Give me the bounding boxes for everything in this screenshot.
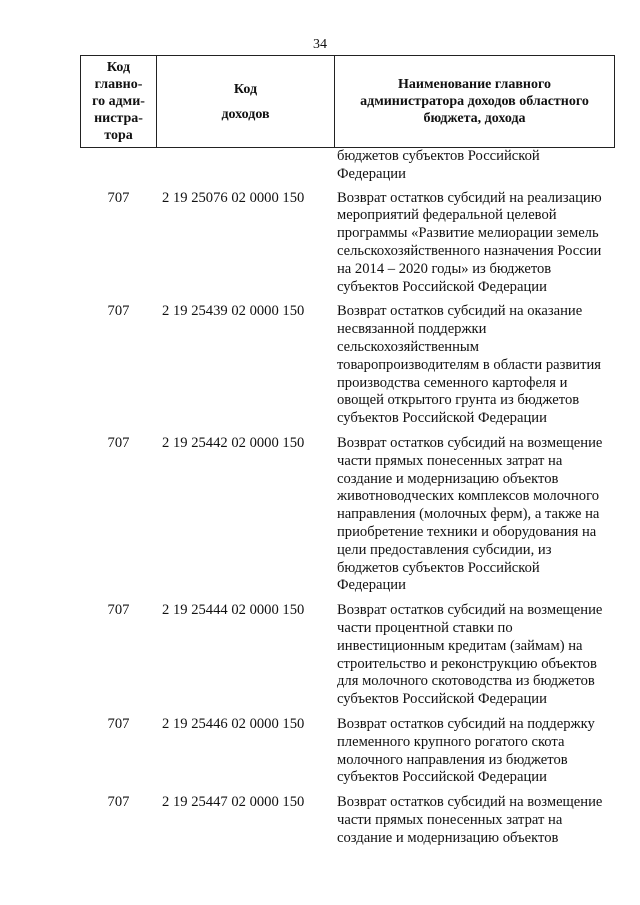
name-cell: [331, 716, 607, 787]
name-line: сельскохозяйственным: [337, 338, 479, 355]
table-row: [80, 602, 615, 709]
name-line: Возврат остатков субсидий на возмещение: [337, 434, 603, 451]
name-line: направления (молочных ферм), а также на: [337, 506, 600, 523]
name-line: бюджетов субъектов Российской: [337, 148, 540, 164]
name-line: Федерации: [337, 577, 406, 594]
income-code-cell: 2 19 25439 02 0000 150: [162, 303, 305, 320]
name-line: животноводческих комплексов молочного: [337, 488, 599, 505]
income-code-cell: 2 19 25076 02 0000 150: [162, 189, 305, 206]
header-admin-code: [81, 56, 157, 148]
name-line: субъектов Российской Федерации: [337, 691, 547, 708]
page-number: 34: [313, 37, 327, 52]
admin-code-cell: 707: [107, 794, 130, 811]
header-text-line: бюджета, дохода: [423, 111, 526, 126]
name-line: части прямых понесенных затрат на: [337, 452, 563, 469]
admin-code-cell: 707: [107, 434, 130, 451]
header-text-line: Код: [106, 60, 131, 75]
admin-code-cell: [80, 148, 157, 184]
table-row: [80, 190, 615, 297]
admin-code-cell: 707: [107, 189, 130, 206]
rows-container: [80, 190, 615, 848]
header-text-line: нистра-: [94, 111, 143, 126]
name-line: инвестиционным кредитам (займам) на: [337, 637, 583, 654]
table-header: [80, 55, 615, 148]
name-line: Возврат остатков субсидий на оказание: [337, 303, 583, 320]
header-text-line: главно-: [94, 77, 143, 92]
income-code-cell: 2 19 25444 02 0000 150: [162, 602, 305, 619]
name-line: субъектов Российской Федерации: [337, 410, 547, 427]
name-cell: [331, 435, 607, 595]
name-line: программы «Развитие мелиорации земель: [337, 225, 599, 242]
name-line: приобретение техники и оборудования на: [337, 523, 597, 540]
name-line: Возврат остатков субсидий на возмещение: [337, 794, 603, 811]
name-line: для молочного скотоводства из бюджетов: [337, 673, 595, 690]
name-line: несвязанной поддержки: [337, 321, 487, 338]
admin-code-cell: 707: [107, 715, 130, 732]
table-body: [80, 148, 615, 854]
name-line: Возврат остатков субсидий на поддержку: [337, 715, 595, 732]
name-line: сельскохозяйственного назначения России: [337, 242, 602, 259]
table-row: [80, 716, 615, 787]
name-line: Возврат остатков субсидий на возмещение: [337, 602, 603, 619]
name-line: производства семенного картофеля и: [337, 374, 568, 391]
income-code-cell: [157, 148, 331, 184]
table-row: [80, 435, 615, 595]
name-line: на 2014 – 2020 годы» из бюджетов: [337, 260, 552, 277]
name-line: цели предоставления субсидии, из: [337, 541, 552, 558]
name-cell: [331, 602, 607, 709]
table-row: [80, 794, 615, 847]
name-line: части прямых понесенных затрат на: [337, 811, 563, 828]
name-line: создание и модернизацию объектов: [337, 829, 559, 846]
name-line: Федерации: [337, 165, 406, 182]
name-line: товаропроизводителям в области развития: [337, 356, 601, 373]
header-admin-name: [335, 56, 615, 148]
admin-code-cell: 707: [107, 602, 130, 619]
name-line: строительство и реконструкцию объектов: [337, 655, 597, 672]
name-cell: [331, 148, 607, 184]
name-line: субъектов Российской Федерации: [337, 278, 547, 295]
name-line: овощей открытого грунта из бюджетов: [337, 392, 580, 409]
header-text-line: доходов: [221, 106, 270, 122]
name-line: бюджетов субъектов Российской: [337, 559, 540, 576]
name-line: Возврат остатков субсидий на реализацию: [337, 189, 602, 206]
name-cell: [331, 190, 607, 297]
name-line: племенного крупного рогатого скота: [337, 733, 565, 750]
name-line: молочного направления из бюджетов: [337, 751, 568, 768]
name-cell: [331, 303, 607, 428]
table-row: [80, 303, 615, 428]
income-code-cell: 2 19 25447 02 0000 150: [162, 794, 305, 811]
name-line: мероприятий федеральной целевой: [337, 207, 557, 224]
name-cell: [331, 794, 607, 847]
admin-code-cell: 707: [107, 303, 130, 320]
header-text-line: Код: [233, 81, 258, 97]
name-line: части процентной ставки по: [337, 619, 513, 636]
header-income-code: [157, 56, 335, 148]
income-code-cell: 2 19 25442 02 0000 150: [162, 434, 305, 451]
name-line: субъектов Российской Федерации: [337, 769, 547, 786]
header-text-line: тора: [104, 128, 133, 143]
header-text-line: Наименование главного: [398, 77, 551, 92]
income-code-cell: 2 19 25446 02 0000 150: [162, 715, 305, 732]
header-text-line: го адми-: [92, 94, 145, 109]
header-text-line: администратора доходов областного: [360, 94, 589, 109]
name-line: создание и модернизацию объектов: [337, 470, 559, 487]
continuation-row: [80, 148, 615, 184]
